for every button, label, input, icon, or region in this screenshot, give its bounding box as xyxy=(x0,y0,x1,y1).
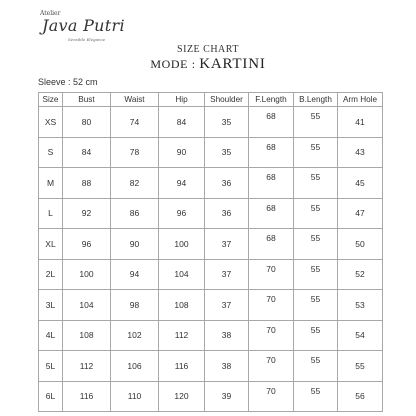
table-cell: M xyxy=(39,168,63,199)
table-cell: 84 xyxy=(159,107,205,138)
sleeve-note: Sleeve : 52 cm xyxy=(38,77,98,87)
table-cell: 47 xyxy=(338,198,383,229)
table-cell: 41 xyxy=(338,107,383,138)
table-cell: 96 xyxy=(63,229,111,260)
table-cell: 104 xyxy=(159,259,205,290)
table-cell: 3L xyxy=(39,290,63,321)
table-cell: 2L xyxy=(39,259,63,290)
table-cell: 55 xyxy=(294,198,338,229)
table-row xyxy=(39,168,383,199)
table-cell: 108 xyxy=(159,290,205,321)
table-row xyxy=(39,320,383,351)
table-cell: L xyxy=(39,198,63,229)
table-row xyxy=(39,107,383,138)
table-cell: 55 xyxy=(294,137,338,168)
table-cell: 92 xyxy=(63,198,111,229)
size-table xyxy=(38,92,383,412)
table-cell: 39 xyxy=(205,381,249,412)
table-row xyxy=(39,351,383,382)
table-cell: S xyxy=(39,137,63,168)
table-cell: 94 xyxy=(111,259,159,290)
table-cell: 55 xyxy=(294,320,338,351)
mode-line xyxy=(0,56,416,73)
col-header: Hip xyxy=(159,93,205,107)
table-cell: 112 xyxy=(63,351,111,382)
col-header: F.Length xyxy=(249,93,294,107)
col-header: Size xyxy=(39,93,63,107)
table-cell: 120 xyxy=(159,381,205,412)
table-cell: 84 xyxy=(63,137,111,168)
table-cell: 116 xyxy=(63,381,111,412)
table-cell: 55 xyxy=(294,107,338,138)
table-cell: 68 xyxy=(249,137,294,168)
table-cell: 4L xyxy=(39,320,63,351)
table-cell: 96 xyxy=(159,198,205,229)
table-cell: 55 xyxy=(294,351,338,382)
table-cell: 110 xyxy=(111,381,159,412)
mode-value: KARTINI xyxy=(199,56,266,72)
table-cell: 35 xyxy=(205,107,249,138)
table-cell: 35 xyxy=(205,137,249,168)
mode-label: MODE : xyxy=(150,57,196,71)
table-cell: 70 xyxy=(249,381,294,412)
table-cell: 104 xyxy=(63,290,111,321)
table-cell: 53 xyxy=(338,290,383,321)
table-cell: 94 xyxy=(159,168,205,199)
table-cell: 88 xyxy=(63,168,111,199)
table-cell: 68 xyxy=(249,168,294,199)
chart-title: SIZE CHART xyxy=(177,44,239,55)
table-cell: 90 xyxy=(111,229,159,260)
table-cell: 55 xyxy=(294,290,338,321)
table-cell: 50 xyxy=(338,229,383,260)
table-cell: 37 xyxy=(205,259,249,290)
table-cell: 38 xyxy=(205,351,249,382)
table-cell: 70 xyxy=(249,320,294,351)
table-cell: 55 xyxy=(338,351,383,382)
table-cell: 70 xyxy=(249,259,294,290)
table-row xyxy=(39,290,383,321)
table-cell: 5L xyxy=(39,351,63,382)
table-cell: 37 xyxy=(205,229,249,260)
table-cell: 74 xyxy=(111,107,159,138)
brand-logo-tagline: Sensible Elegance xyxy=(68,37,106,42)
table-cell: 43 xyxy=(338,137,383,168)
header-row xyxy=(39,93,383,107)
brand-logo-small: Atelier xyxy=(40,10,61,17)
col-header: Bust xyxy=(63,93,111,107)
table-cell: 52 xyxy=(338,259,383,290)
col-header: Arm Hole xyxy=(338,93,383,107)
table-cell: 54 xyxy=(338,320,383,351)
table-cell: 80 xyxy=(63,107,111,138)
table-cell: 108 xyxy=(63,320,111,351)
table-cell: 55 xyxy=(294,381,338,412)
table-cell: 106 xyxy=(111,351,159,382)
table-cell: 68 xyxy=(249,107,294,138)
table-cell: 90 xyxy=(159,137,205,168)
table-cell: 45 xyxy=(338,168,383,199)
table-cell: 100 xyxy=(63,259,111,290)
col-header: Shoulder xyxy=(205,93,249,107)
table-cell: 37 xyxy=(205,290,249,321)
table-cell: 68 xyxy=(249,229,294,260)
table-cell: 100 xyxy=(159,229,205,260)
table-cell: 70 xyxy=(249,351,294,382)
table-cell: 78 xyxy=(111,137,159,168)
table-cell: 55 xyxy=(294,168,338,199)
col-header: Waist xyxy=(111,93,159,107)
table-cell: XL xyxy=(39,229,63,260)
table-cell: XS xyxy=(39,107,63,138)
table-cell: 102 xyxy=(111,320,159,351)
table-cell: 98 xyxy=(111,290,159,321)
table-cell: 36 xyxy=(205,168,249,199)
table-cell: 36 xyxy=(205,198,249,229)
table-cell: 55 xyxy=(294,259,338,290)
table-cell: 112 xyxy=(159,320,205,351)
brand-logo xyxy=(36,8,156,48)
table-row xyxy=(39,381,383,412)
table-cell: 56 xyxy=(338,381,383,412)
table-cell: 86 xyxy=(111,198,159,229)
table-row xyxy=(39,229,383,260)
table-cell: 6L xyxy=(39,381,63,412)
table-cell: 68 xyxy=(249,198,294,229)
table-cell: 70 xyxy=(249,290,294,321)
col-header: B.Length xyxy=(294,93,338,107)
table-cell: 82 xyxy=(111,168,159,199)
table-row xyxy=(39,137,383,168)
table-cell: 38 xyxy=(205,320,249,351)
table-row xyxy=(39,198,383,229)
brand-logo-script: Java Putri xyxy=(42,16,125,35)
table-row xyxy=(39,259,383,290)
table-cell: 55 xyxy=(294,229,338,260)
table-cell: 116 xyxy=(159,351,205,382)
